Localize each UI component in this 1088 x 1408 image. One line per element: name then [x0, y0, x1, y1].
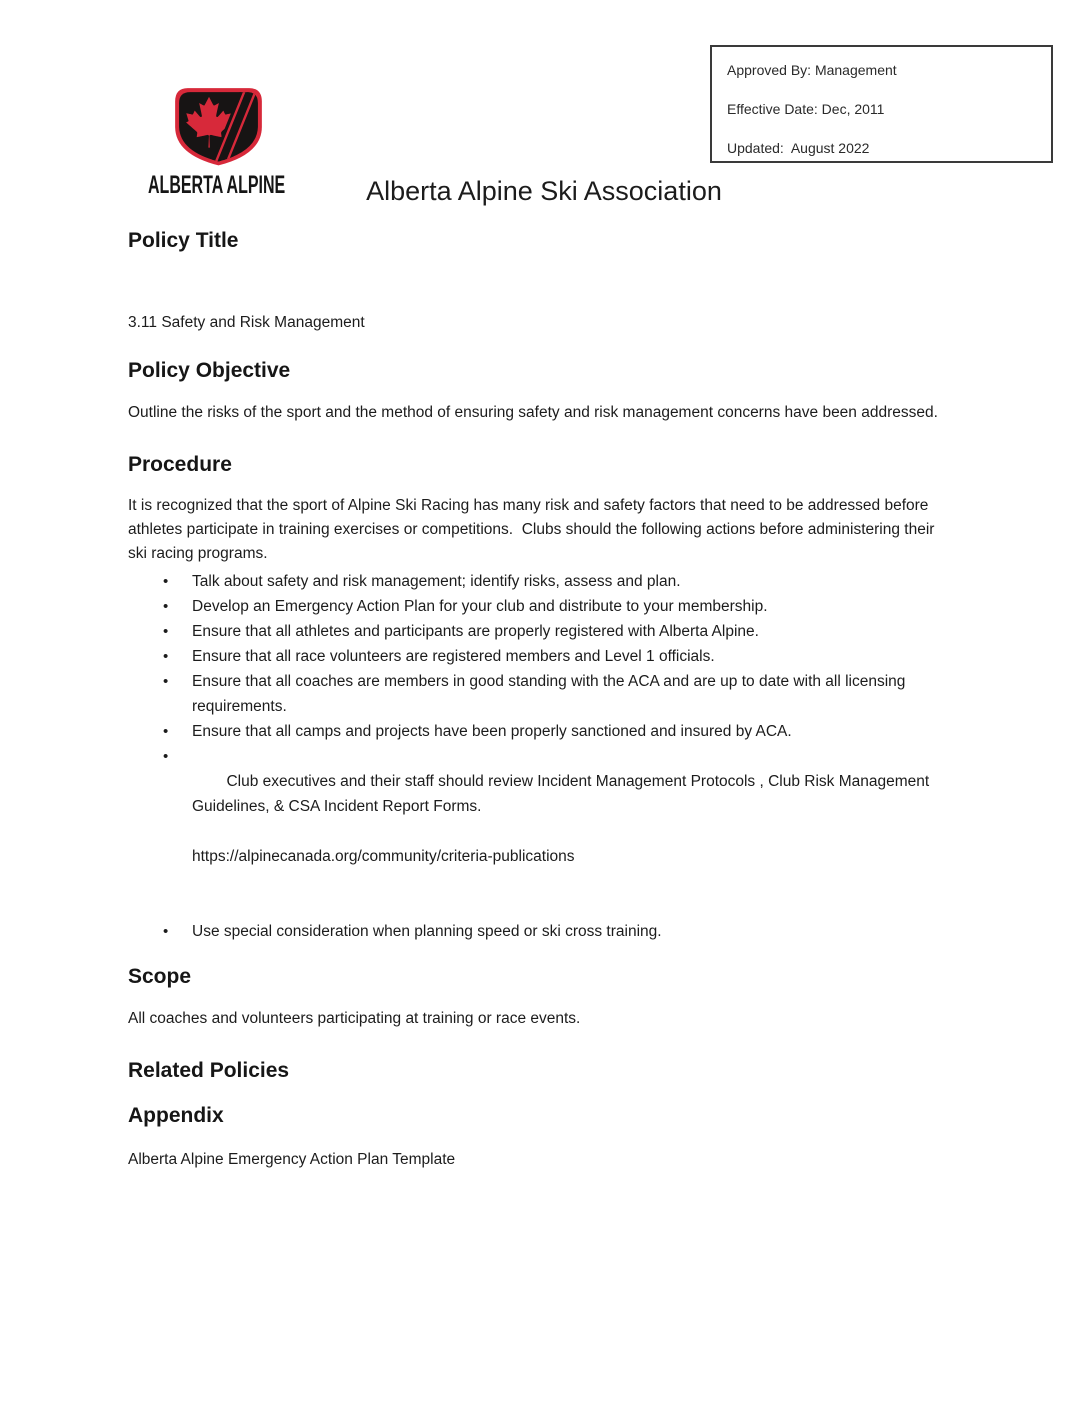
policy-objective-heading: Policy Objective: [128, 359, 291, 382]
criteria-publications-link[interactable]: https://alpinecanada.org/community/criteria-publications: [192, 848, 575, 865]
logo-wordmark: ALBERTA ALPINE: [148, 171, 286, 199]
procedure-intro-text: It is recognized that the sport of Alpine Ski Racing has many risk and safety factors that need to be addressed before athletes participate in training exercises or competitions. Clubs should the following actions before administering their ski racing programs.: [128, 497, 939, 562]
bullet-text: Ensure that all athletes and participants are properly registered with Alberta Alpine.: [192, 623, 759, 640]
shield-maple-leaf-icon: [171, 85, 266, 167]
updated-line: Updated: August 2022: [727, 140, 870, 156]
bullet-item: [128, 744, 946, 919]
policy-objective-text: Outline the risks of the sport and the method of ensuring safety and risk management concerns have been addressed.: [128, 404, 938, 421]
related-policies-heading: Related Policies: [128, 1059, 290, 1082]
bullet-item: [128, 569, 946, 594]
approved-by-line: Approved By: Management: [727, 62, 897, 78]
procedure-heading: Procedure: [128, 453, 232, 476]
scope-text: All coaches and volunteers participating at training or race events.: [128, 1010, 581, 1027]
policy-title-text: 3.11 Safety and Risk Management: [128, 314, 365, 331]
approval-box: [710, 45, 1053, 163]
bullet-text: Club executives and their staff should review Incident Management Protocols , Club Risk Management Guidelines, & CSA Incident Report Forms.: [192, 773, 934, 815]
document-title: Alberta Alpine Ski Association: [366, 176, 722, 206]
procedure-bullet-list: [128, 569, 946, 944]
bullet-item: [128, 619, 946, 644]
document-content: [128, 228, 946, 1172]
bullet-text: Ensure that all camps and projects have been properly sanctioned and insured by ACA.: [192, 723, 792, 740]
bullet-item: [128, 594, 946, 619]
appendix-heading: Appendix: [128, 1104, 224, 1127]
bullet-text: Ensure that all coaches are members in good standing with the ACA and are up to date with all licensing requirements.: [192, 673, 910, 715]
bullet-text: Talk about safety and risk management; identify risks, assess and plan.: [192, 573, 681, 590]
bullet-item: [128, 719, 946, 744]
policy-title-heading: Policy Title: [128, 229, 239, 252]
bullet-item: [128, 644, 946, 669]
bullet-text: Use special consideration when planning speed or ski cross training.: [192, 923, 662, 940]
bullet-item: [128, 669, 946, 719]
bullet-text: Ensure that all race volunteers are registered members and Level 1 officials.: [192, 648, 715, 665]
bullet-item: [128, 919, 946, 944]
scope-heading: Scope: [128, 965, 192, 988]
bullet-text: Develop an Emergency Action Plan for your club and distribute to your membership.: [192, 598, 768, 615]
effective-date-line: Effective Date: Dec, 2011: [727, 101, 885, 117]
appendix-text: Alberta Alpine Emergency Action Plan Template: [128, 1151, 456, 1168]
